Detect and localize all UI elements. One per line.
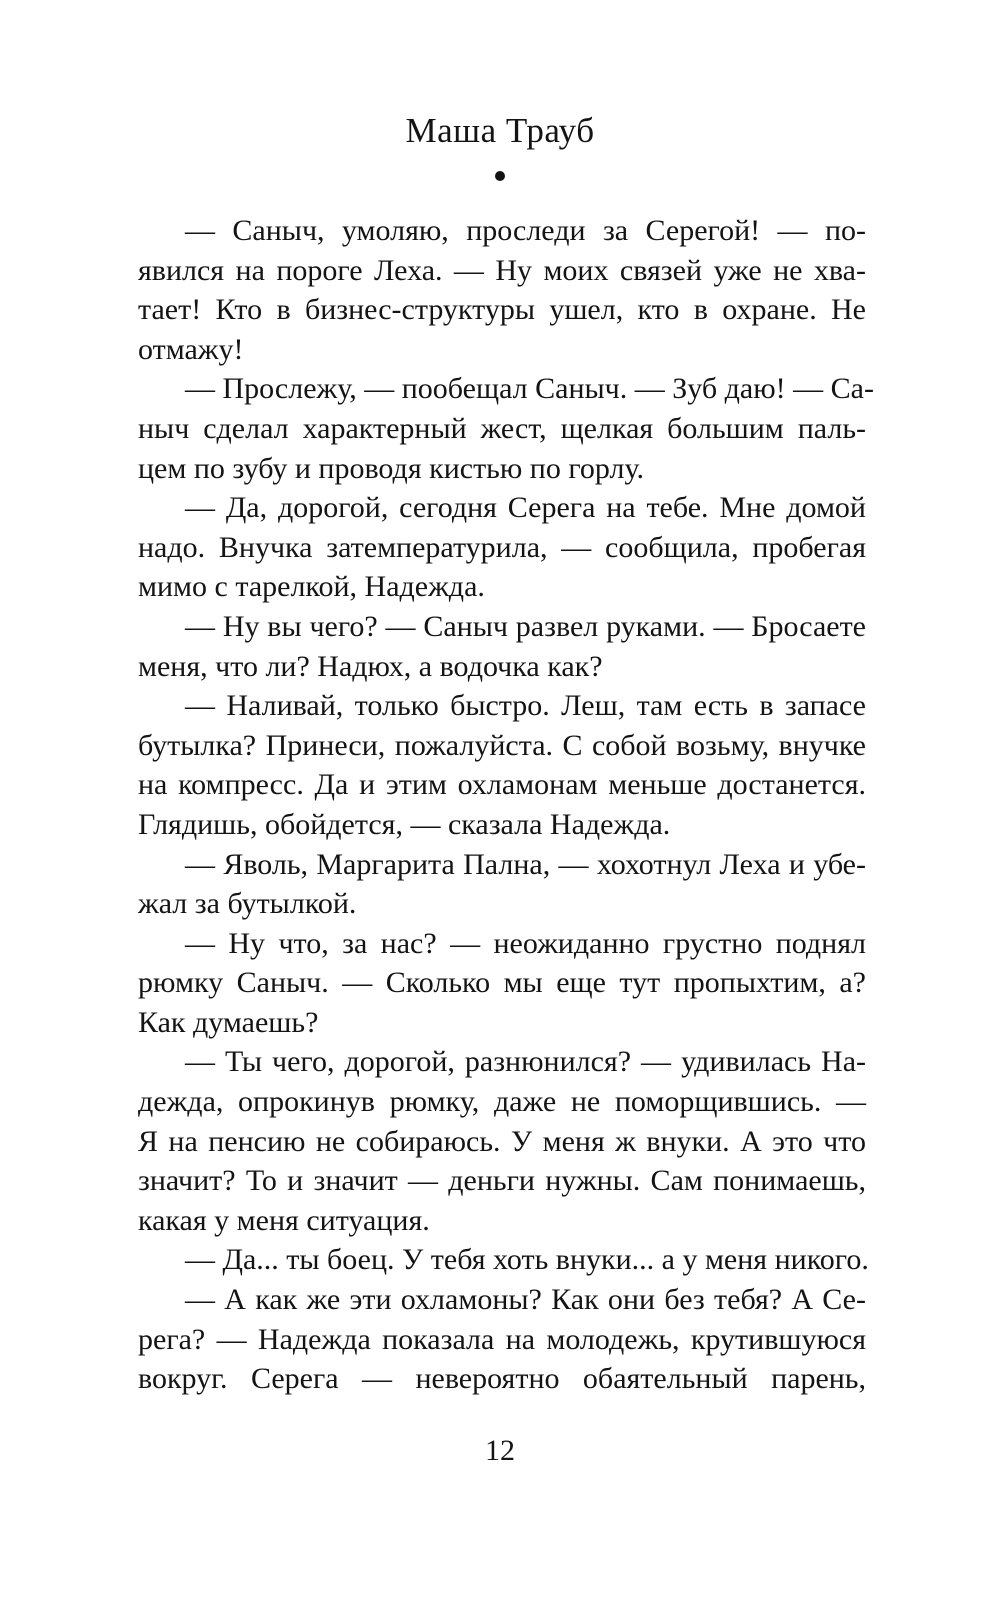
text-line: — Прослежу, — пообещал Саныч. — Зуб даю! — Са- [185,372,874,406]
text-line: — Яволь, Маргарита Пална, — хохотнул Леха и убе- [185,847,866,881]
text-line: дежда, опрокинув рюмку, даже не поморщившись. — [138,1085,866,1119]
paragraph [138,924,866,1043]
text-line: на компресс. Да и этим охламонам меньше достанется. [138,768,866,802]
text-line: — Наливай, только быстро. Леш, там есть в запасе [185,689,866,723]
text-line: явился на пороге Леха. — Ну моих связей уже не хва- [138,253,866,287]
paragraph [138,488,866,607]
text-line: мимо с тарелкой, Надежда. [138,570,485,604]
text-line: цем по зубу и проводя кистью по горлу. [138,451,644,485]
text-line: рюмку Саныч. — Сколько мы еще тут пропыхтим, а? [138,966,866,1000]
text-line: — А как же эти охламоны? Как они без тебя? А Се- [185,1283,866,1317]
paragraph [138,1280,866,1399]
text-line: тает! Кто в бизнес-структуры ушел, кто в охране. Не [138,293,866,327]
text-line: ныч сделал характерный жест, щелкая большим паль- [138,411,866,445]
paragraph [138,845,866,924]
text-line: значит? То и значит — деньги нужны. Сам понимаешь, [138,1164,866,1198]
text-line: какая у меня ситуация. [138,1203,430,1237]
text-line: — Да, дорогой, сегодня Серега на тебе. Мне домой [185,491,866,525]
paragraph [138,607,866,686]
ornament-dot [495,171,505,181]
text-line: — Ну вы чего? — Саныч развел руками. — Бросаете [185,609,866,643]
text-line: Как думаешь? [138,1005,319,1039]
text-line: Глядишь, обойдется, — сказала Надежда. [138,807,671,841]
paragraph [138,369,874,488]
text-line: — Саныч, умоляю, проследи за Серегой! — по- [185,214,866,247]
text-line: Я на пенсию не собираюсь. У меня ж внуки. А это что [138,1124,866,1158]
page-number: 12 [485,1434,515,1467]
paragraph [138,1240,869,1280]
text-line: жал за бутылкой. [138,887,357,921]
paragraph [138,211,866,369]
text-line: — Ну что, за нас? — неожиданно грустно поднял [185,926,866,960]
paragraph [138,686,866,844]
text-line: — Ты чего, дорогой, разнюнился? — удивилась На- [185,1045,866,1079]
body-text [138,211,874,1399]
text-line: — Да... ты боец. У тебя хоть внуки... а у меня никого. [185,1243,869,1277]
text-line: отмажу! [138,332,244,366]
text-line: вокруг. Серега — невероятно обаятельный парень, [138,1362,866,1396]
text-line: меня, что ли? Надюх, а водочка как? [138,649,603,683]
text-line: бутылка? Принеси, пожалуйста. С собой возьму, внучке [138,728,866,762]
text-line: рега? — Надежда показала на молодежь, крутившуюся [138,1322,866,1356]
running-head-author: Маша Трауб [405,111,595,150]
text-line: надо. Внучка затемпературила, — сообщила, пробегая [138,530,866,564]
paragraph [138,1042,866,1240]
